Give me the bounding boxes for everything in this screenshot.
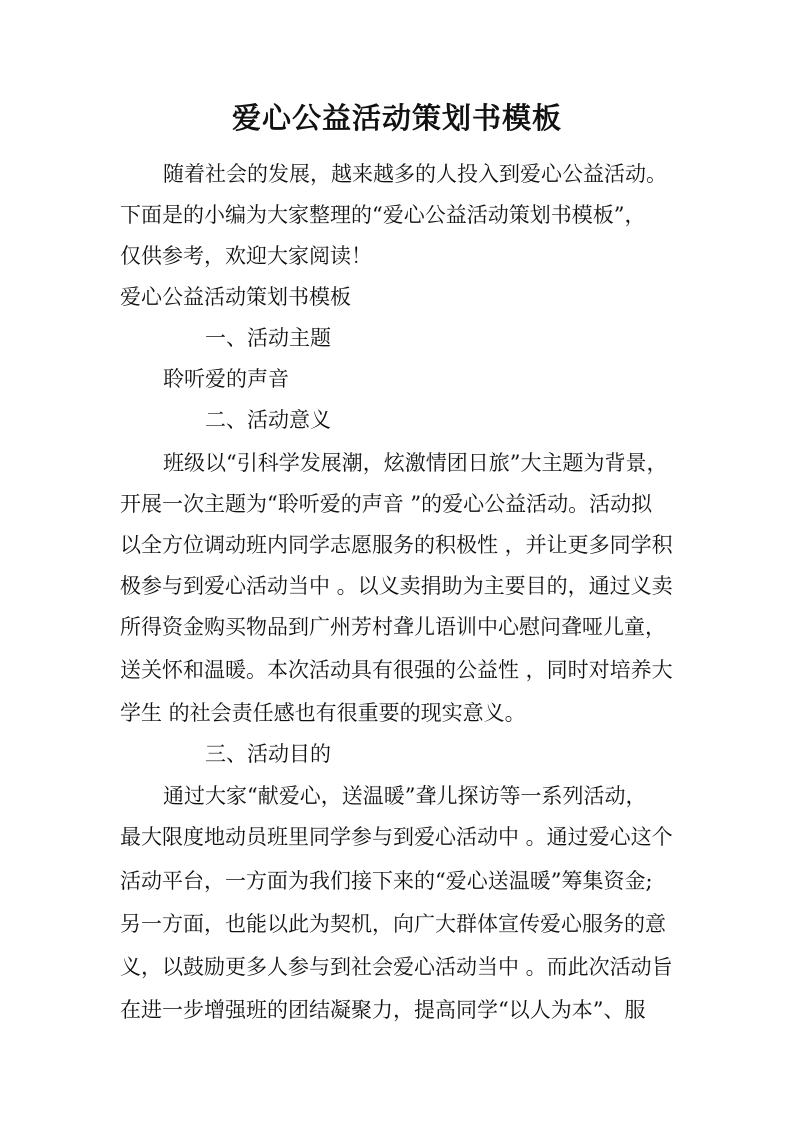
section-body-line: 以全方位调动班内同学志愿服务的积极性 ，并让更多同学积	[120, 533, 673, 557]
section-heading-significance: 二、活动意义	[205, 408, 331, 432]
section-body-line: 最大限度地动员班里同学参与到爱心活动中 。通过爱心这个	[120, 825, 673, 849]
section-body-line: 另一方面，也能以此为契机，向广大群体宣传爱心服务的意	[120, 912, 666, 936]
section-body-line: 通过大家“献爱心，送温暖”聋儿探访等一系列活动，	[163, 784, 647, 808]
section-body-line: 义，以鼓励更多人参与到社会爱心活动当中 。而此次活动旨	[120, 955, 673, 979]
document-title: 爱心公益活动策划书模板	[231, 101, 562, 135]
section-body-line: 班级以“引科学发展潮，炫激情团日旅”大主题为背景，	[163, 451, 668, 475]
section-heading-theme: 一、活动主题	[205, 326, 331, 350]
section-body-line: 在进一步增强班的团结凝聚力，提高同学“以人为本”、服	[120, 998, 646, 1022]
section-body-line: 聆听爱的声音	[163, 367, 289, 391]
intro-line: 随着社会的发展，越来越多的人投入到爱心公益活动。	[163, 162, 667, 186]
section-body-line: 开展一次主题为“聆听爱的声音 ”的爱心公益活动。活动拟	[120, 492, 653, 516]
intro-line: 仅供参考，欢迎大家阅读！	[120, 244, 372, 268]
intro-line: 下面是的小编为大家整理的“爱心公益活动策划书模板”，	[120, 203, 646, 227]
section-body-line: 极参与到爱心活动当中 。以义卖捐助为主要目的，通过义卖	[120, 574, 673, 598]
section-body-line: 活动平台，一方面为我们接下来的“爱心送温暖”筹集资金;	[120, 869, 653, 893]
section-body-line: 学生 的社会责任感也有很重要的现实意义。	[120, 701, 526, 725]
section-body-line: 所得资金购买物品到广州芳村聋儿语训中心慰问聋哑儿童，	[120, 615, 666, 639]
section-heading-purpose: 三、活动目的	[205, 742, 331, 766]
document-subtitle: 爱心公益活动策划书模板	[120, 285, 351, 309]
section-body-line: 送关怀和温暖。本次活动具有很强的公益性 ，同时对培养大	[120, 658, 673, 682]
